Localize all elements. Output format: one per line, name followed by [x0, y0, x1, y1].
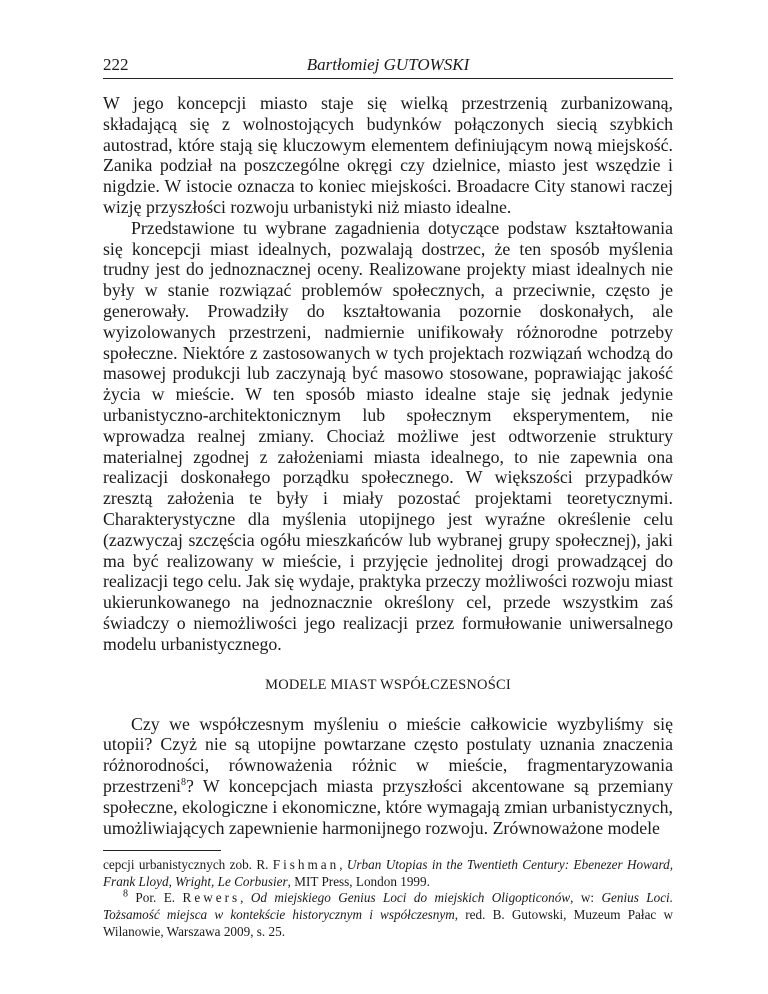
- paragraph-2: Przedstawione tu wybrane zagadnienia dotyczące podstaw kształtowania się koncepcji miast idealnych, pozwalają dostrzec, że ten sposób myślenia trudny jest do jednoznacznej oceny. Realizowane projekty miast idealnych nie były w stanie rozwiązać problemów społecznych, a przeciwnie, często je generowały. Prowadziły do kształtowania pozornie doskonałych, ale wyizolowanych przestrzeni, nadmiernie unifikowały różnorodne potrzeby społeczne. Niektóre z zastosowanych w tych projektach rozwiązań wchodzą do masowej produkcji lub zaczynają być masowo stosowane, poprawiając jakość życia w mieście. W ten sposób miasto idealne staje się jednak jedynie urbanistyczno-architektonicznym lub społecznym eksperymentem, nie wprowadza realnej zmiany. Chociaż możliwe jest odtworzenie struktury materialnej zgodnej z założeniami miasta idealnego, to nie zapewnia ona realizacji doskonałego porządku społecznego. W większości przypadków zresztą założenia te były i miały pozostać projektami teoretycznymi. Charakterystyczne dla myślenia utopijnego jest wyraźne określenie celu (zazwyczaj szczęścia ogółu mieszkańców lub wybranej grupy społecznej), jaki ma być realizowany w mieście, i przyjęcie jednolitej drogi prowadzącej do realizacji tego celu. Jak się wydaje, praktyka przeczy możliwości rozwoju miast ukierunkowanego na jednoznacznie określony cel, przede wszystkim zaś świadczy o niemożliwości jego realizacji przez formułowanie uniwersalnego modelu urbanistycznego.: [103, 217, 673, 654]
- footnote-text: cepcji urbanistycznych zob. R.: [103, 857, 273, 873]
- body-text: [103, 93, 673, 838]
- footnote-title: Urban Utopias in the Twentieth Century: Ebenezer Howard, Frank Lloyd, Wright, Le Corbusier: [103, 857, 674, 889]
- paragraph-3-text-b: ? W koncepcjach miasta przyszłości akcentowane są przemiany społeczne, ekologiczne i ekonomiczne, które wymagają zmian urbanistycznych, umożliwiających zapewnienie harmonijnego rozwoju. Zrównoważone modele: [103, 775, 673, 838]
- footnote-separator: [103, 850, 221, 851]
- footnote-text: ,: [240, 890, 251, 906]
- footnote-title: Genius Loci. Tożsamość miejsca w kontekście historycznym i współczesnym: [103, 890, 674, 923]
- document-page: [103, 52, 673, 940]
- footnote-7-continued: [103, 857, 673, 890]
- footnote-text: , red. B. Gutowski, Muzeum Pałac w Wilanowie, Warszawa 2009, s. 25.: [103, 907, 673, 939]
- footnote-text: ,: [339, 857, 347, 873]
- paragraph-3: [103, 714, 673, 839]
- footnote-author: Rewers: [182, 890, 241, 906]
- footnote-title: Od miejskiego Genius Loci do miejskich Oligopticonów: [250, 890, 571, 906]
- footnote-text: , MIT Press, London 1999.: [287, 873, 430, 889]
- section-heading: MODELE MIAST WSPÓŁCZESNOŚCI: [265, 676, 511, 693]
- footnote-text: Por. E.: [128, 890, 183, 906]
- paragraph-1: W jego koncepcji miasto staje się wielką przestrzenią zurbanizowaną, składającą się z wolnostojących budynków połączonych siecią szybkich autostrad, które stają się kluczowym elementem definiującym nową miejskość. Zanika podział na poszczególne okręgi czy dzielnice, miasto jest wszędzie i nigdzie. W istocie oznacza to koniec miejskości. Broadacre City stanowi raczej wizję przyszłości rozwoju urbanistyki niż miasto idealne.: [103, 93, 673, 217]
- paragraph-3-text-a: Czy we współczesnym myśleniu o mieście całkowicie wyzbyliśmy się utopii? Czyż nie są utopijne powtarzane często postulaty uznania znaczenia różnorodności, równoważenia różnic w mieście, fragmentaryzowania przestrzeni: [103, 713, 673, 796]
- footnote-8: [103, 890, 673, 940]
- page-number: 222: [103, 55, 129, 74]
- footnote-ref-8: 8: [181, 776, 186, 788]
- footnote-number: 8: [123, 889, 128, 901]
- footnote-author: Fishman: [272, 857, 340, 873]
- page-header: [103, 52, 673, 79]
- running-head: Bartłomiej GUTOWSKI: [306, 55, 470, 74]
- footnote-text: , w:: [570, 890, 602, 906]
